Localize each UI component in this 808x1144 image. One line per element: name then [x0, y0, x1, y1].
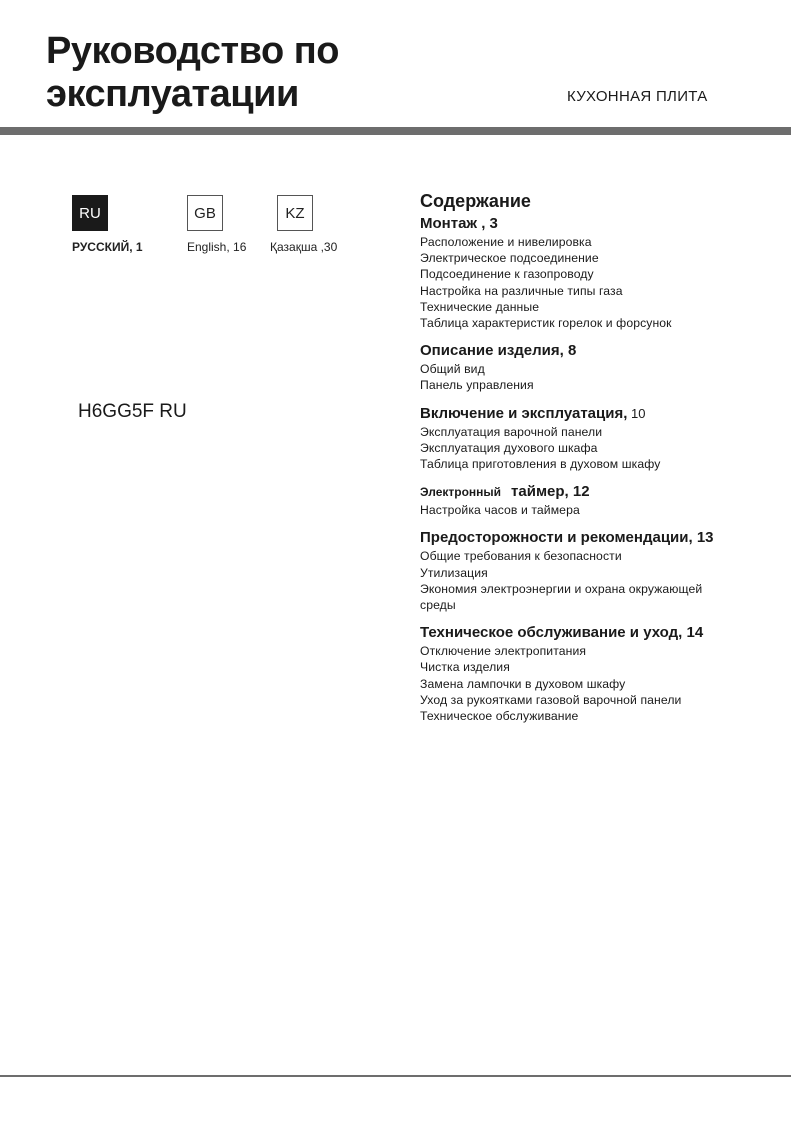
toc-item[interactable]: Таблица характеристик горелок и форсунок	[420, 316, 672, 331]
header-divider	[0, 127, 791, 135]
toc-item[interactable]: среды	[420, 598, 456, 613]
language-label-kz[interactable]: Қазақша ,30	[270, 240, 338, 254]
toc-heading-text: таймер, 12	[511, 483, 590, 501]
toc-item[interactable]: Подсоединение к газопроводу	[420, 267, 594, 282]
toc-title: Содержание	[420, 191, 531, 211]
title-line-1: Руководство по	[46, 30, 339, 72]
toc-section-heading[interactable]: Монтаж , 3	[420, 215, 498, 232]
language-label-ru[interactable]: РУССКИЙ, 1	[72, 240, 143, 254]
model-number: H6GG5F RU	[78, 401, 187, 422]
toc-section-heading[interactable]	[420, 404, 780, 424]
toc-item[interactable]: Эксплуатация варочной панели	[420, 424, 603, 439]
toc-section-heading[interactable]: Описание изделия, 8	[420, 342, 577, 360]
toc-item[interactable]: Технические данные	[420, 299, 540, 314]
language-label-gb[interactable]: English, 16	[187, 240, 247, 254]
toc-section-installation	[420, 214, 780, 331]
toc-item[interactable]: Настройка на различные типы газа	[420, 283, 623, 298]
toc-item[interactable]: Общий вид	[420, 362, 485, 377]
toc-heading-prefix: Электронный	[420, 485, 502, 500]
toc-item[interactable]: Эксплуатация духового шкафа	[420, 440, 598, 455]
toc-section-maintenance	[420, 623, 780, 724]
toc-item[interactable]: Расположение и нивелировка	[420, 235, 592, 249]
toc-section-precautions	[420, 528, 780, 613]
language-box-ru[interactable]: RU	[72, 195, 108, 231]
toc-item[interactable]: Настройка часов и таймера	[420, 503, 580, 518]
toc-item[interactable]: Электрическое подсоединение	[420, 251, 599, 266]
language-box-kz[interactable]: KZ	[277, 195, 313, 231]
toc-section-heading[interactable]: Техническое обслуживание и уход, 14	[420, 624, 704, 642]
toc-item[interactable]: Утилизация	[420, 565, 488, 580]
toc-item[interactable]: Общие требования к безопасности	[420, 549, 622, 564]
toc-heading-text: Включение и эксплуатация,	[420, 404, 628, 422]
toc-item[interactable]: Таблица приготовления в духовом шкафу	[420, 457, 661, 472]
document-subtitle: КУХОННАЯ ПЛИТА	[567, 88, 708, 105]
title-line-2: эксплуатации	[46, 73, 299, 115]
document-title	[46, 30, 339, 116]
toc-section-operation	[420, 404, 780, 473]
toc-item[interactable]: Чистка изделия	[420, 660, 510, 675]
toc-section-description	[420, 341, 780, 393]
toc-item[interactable]: Уход за рукоятками газовой варочной панели	[420, 692, 682, 707]
toc-item[interactable]: Экономия электроэнергии и охрана окружающей	[420, 581, 703, 596]
footer-divider	[0, 1075, 791, 1077]
toc-heading-page: 10	[627, 405, 646, 421]
toc-item[interactable]: Замена лампочки в духовом шкафу	[420, 676, 626, 691]
language-box-gb[interactable]: GB	[187, 195, 223, 231]
toc-section-timer	[420, 482, 780, 518]
toc-item[interactable]: Отключение электропитания	[420, 644, 587, 659]
toc-item[interactable]: Техническое обслуживание	[420, 709, 579, 724]
table-of-contents	[420, 190, 780, 734]
toc-section-heading[interactable]: Предосторожности и рекомендации, 13	[420, 529, 714, 547]
toc-item[interactable]: Панель управления	[420, 378, 534, 393]
toc-section-heading[interactable]	[420, 482, 780, 502]
